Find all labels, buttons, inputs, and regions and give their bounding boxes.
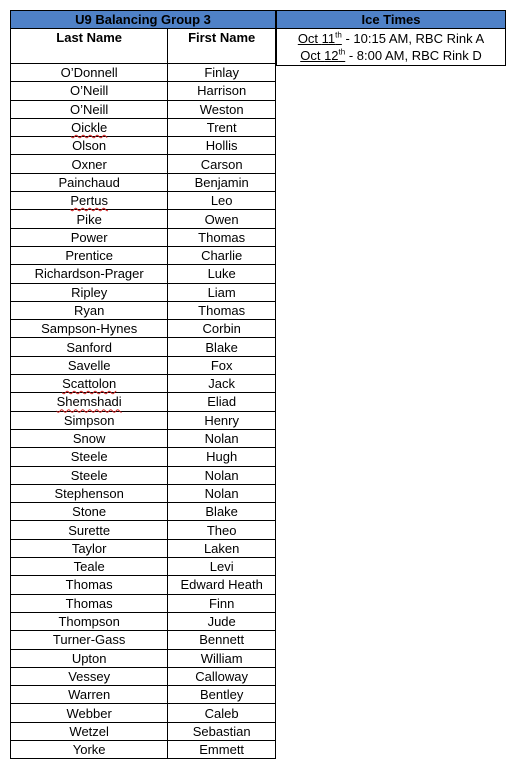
last-name-cell	[11, 521, 168, 539]
last-name-text: Oickle	[71, 120, 108, 136]
last-name-cell	[11, 338, 168, 356]
table-row	[11, 521, 276, 539]
last-name-text: Olson	[72, 138, 107, 154]
last-name-cell	[11, 686, 168, 704]
first-name-cell: Caleb	[168, 704, 276, 722]
last-name-text: Shemshadi	[56, 394, 122, 410]
last-name-text: Savelle	[67, 357, 111, 373]
last-name-cell	[11, 484, 168, 502]
header-first-name: First Name	[168, 29, 276, 64]
last-name-cell	[11, 320, 168, 338]
first-name-cell: Bentley	[168, 686, 276, 704]
last-name-cell	[11, 558, 168, 576]
first-name-cell: Laken	[168, 539, 276, 557]
last-name-text: Scattolon	[62, 376, 117, 392]
last-name-cell	[11, 173, 168, 191]
last-name-cell	[11, 210, 168, 228]
last-name-text: Steele	[70, 467, 108, 483]
first-name-cell: Bennett	[168, 631, 276, 649]
ice-time-detail: - 8:00 AM, RBC Rink D	[345, 48, 482, 63]
first-name-cell: Benjamin	[168, 173, 276, 191]
last-name-text: Richardson-Prager	[34, 266, 144, 282]
ice-time-date	[300, 48, 345, 63]
table-row	[11, 594, 276, 612]
table-row	[11, 411, 276, 429]
last-name-cell	[11, 448, 168, 466]
first-name-cell: Finn	[168, 594, 276, 612]
table-row	[11, 320, 276, 338]
table-row	[11, 576, 276, 594]
table-row	[11, 118, 276, 136]
table-row	[11, 82, 276, 100]
last-name-cell	[11, 539, 168, 557]
table-row	[11, 503, 276, 521]
last-name-cell	[11, 704, 168, 722]
last-name-cell	[11, 192, 168, 210]
last-name-text: Prentice	[65, 248, 114, 264]
ice-time-entry	[277, 30, 505, 47]
table-row	[11, 448, 276, 466]
first-name-cell: Corbin	[168, 320, 276, 338]
ice-time-month: Oct	[300, 48, 321, 63]
first-name-cell: Blake	[168, 338, 276, 356]
table-row	[11, 356, 276, 374]
first-name-cell: Weston	[168, 100, 276, 118]
last-name-cell	[11, 265, 168, 283]
last-name-text: Thompson	[58, 614, 120, 630]
last-name-cell	[11, 429, 168, 447]
first-name-cell: Henry	[168, 411, 276, 429]
table-row	[11, 210, 276, 228]
table-row	[11, 704, 276, 722]
last-name-cell	[11, 155, 168, 173]
first-name-cell: Owen	[168, 210, 276, 228]
ice-time-suffix: th	[338, 47, 346, 57]
last-name-text: Steele	[70, 449, 108, 465]
first-name-cell: Sebastian	[168, 722, 276, 740]
last-name-cell	[11, 283, 168, 301]
table-row	[11, 649, 276, 667]
first-name-cell: Calloway	[168, 667, 276, 685]
first-name-cell: Luke	[168, 265, 276, 283]
table-row	[11, 155, 276, 173]
last-name-text: Teale	[73, 559, 105, 575]
first-name-cell: Fox	[168, 356, 276, 374]
ice-times-title: Ice Times	[277, 11, 506, 29]
first-name-cell: Edward Heath	[168, 576, 276, 594]
last-name-cell	[11, 64, 168, 82]
last-name-text: Yorke	[72, 742, 106, 758]
table-row	[11, 667, 276, 685]
last-name-text: Snow	[72, 431, 106, 447]
last-name-cell	[11, 118, 168, 136]
table-row	[11, 100, 276, 118]
header-last-name: Last Name	[11, 29, 168, 64]
last-name-text: Warren	[68, 687, 111, 703]
first-name-cell: Levi	[168, 558, 276, 576]
last-name-text: O’Neill	[70, 83, 109, 99]
first-name-cell: Thomas	[168, 301, 276, 319]
roster-table	[10, 10, 276, 759]
table-row	[11, 173, 276, 191]
last-name-cell	[11, 649, 168, 667]
group-title: U9 Balancing Group 3	[11, 11, 276, 29]
table-row	[11, 338, 276, 356]
last-name-cell	[11, 576, 168, 594]
last-name-text: Thomas	[65, 595, 113, 611]
last-name-cell	[11, 612, 168, 630]
last-name-text: Taylor	[71, 540, 107, 556]
last-name-text: Sampson-Hynes	[41, 321, 138, 337]
last-name-cell	[11, 722, 168, 740]
ice-time-day: 12	[324, 48, 339, 63]
table-row	[11, 301, 276, 319]
last-name-text: Surette	[68, 522, 111, 538]
table-row	[11, 137, 276, 155]
last-name-cell	[11, 356, 168, 374]
last-name-cell	[11, 100, 168, 118]
first-name-cell: Nolan	[168, 466, 276, 484]
ice-times-table	[276, 10, 506, 66]
ice-time-month: Oct	[297, 31, 319, 46]
first-name-cell: Harrison	[168, 82, 276, 100]
table-row	[11, 686, 276, 704]
ice-time-suffix: th	[335, 30, 342, 40]
first-name-cell: Charlie	[168, 246, 276, 264]
first-name-cell: Carson	[168, 155, 276, 173]
last-name-text: Vessey	[68, 668, 111, 684]
last-name-text: Stone	[72, 504, 107, 520]
table-row	[11, 466, 276, 484]
table-row	[11, 612, 276, 630]
last-name-cell	[11, 503, 168, 521]
first-name-cell: William	[168, 649, 276, 667]
ice-time-detail: - 10:15 AM, RBC Rink A	[341, 31, 485, 46]
table-row	[11, 283, 276, 301]
last-name-text: Upton	[71, 650, 107, 666]
first-name-cell: Emmett	[168, 740, 276, 758]
last-name-cell	[11, 228, 168, 246]
last-name-text: Simpson	[63, 412, 115, 428]
first-name-cell: Nolan	[168, 484, 276, 502]
last-name-text: Pertus	[70, 193, 108, 209]
last-name-text: Sanford	[66, 339, 112, 355]
table-row	[11, 429, 276, 447]
last-name-text: O’Donnell	[60, 65, 118, 81]
ice-time-day: 11	[321, 31, 336, 46]
last-name-text: Stephenson	[54, 485, 124, 501]
first-name-cell: Finlay	[168, 64, 276, 82]
table-row	[11, 228, 276, 246]
last-name-cell	[11, 631, 168, 649]
table-row	[11, 265, 276, 283]
first-name-cell: Blake	[168, 503, 276, 521]
last-name-cell	[11, 466, 168, 484]
table-row	[11, 722, 276, 740]
last-name-cell	[11, 375, 168, 393]
first-name-cell: Jude	[168, 612, 276, 630]
first-name-cell: Hollis	[168, 137, 276, 155]
last-name-text: Ripley	[71, 284, 108, 300]
roster-body	[11, 64, 276, 759]
table-row	[11, 558, 276, 576]
last-name-text: Wetzel	[69, 723, 109, 739]
first-name-cell: Hugh	[168, 448, 276, 466]
table-row	[11, 539, 276, 557]
ice-time-date	[298, 31, 342, 46]
table-row	[11, 192, 276, 210]
last-name-cell	[11, 740, 168, 758]
last-name-text: Oxner	[71, 156, 107, 172]
last-name-cell	[11, 393, 168, 411]
first-name-cell: Jack	[168, 375, 276, 393]
table-row	[11, 246, 276, 264]
last-name-cell	[11, 82, 168, 100]
last-name-text: Webber	[66, 705, 112, 721]
last-name-text: Ryan	[73, 303, 105, 318]
table-row	[11, 631, 276, 649]
first-name-cell: Nolan	[168, 429, 276, 447]
ice-times-cell	[277, 29, 506, 66]
last-name-cell	[11, 594, 168, 612]
last-name-cell	[11, 137, 168, 155]
last-name-cell	[11, 667, 168, 685]
first-name-cell: Liam	[168, 283, 276, 301]
first-name-cell: Thomas	[168, 228, 276, 246]
table-row	[11, 64, 276, 82]
first-name-cell: Theo	[168, 521, 276, 539]
ice-time-entry	[277, 47, 505, 64]
last-name-text: Thomas	[65, 577, 113, 593]
last-name-text: Painchaud	[58, 174, 120, 190]
table-row	[11, 393, 276, 411]
first-name-cell: Leo	[168, 192, 276, 210]
table-row	[11, 375, 276, 393]
last-name-cell	[11, 411, 168, 429]
last-name-cell	[11, 301, 168, 319]
last-name-text: Pike	[76, 211, 102, 227]
last-name-text: O’Neill	[70, 101, 109, 117]
first-name-cell: Trent	[168, 118, 276, 136]
last-name-cell	[11, 246, 168, 264]
last-name-text: Power	[70, 229, 108, 245]
last-name-text: Turner-Gass	[52, 632, 126, 648]
first-name-cell: Eliad	[168, 393, 276, 411]
table-row	[11, 484, 276, 502]
table-row	[11, 740, 276, 758]
